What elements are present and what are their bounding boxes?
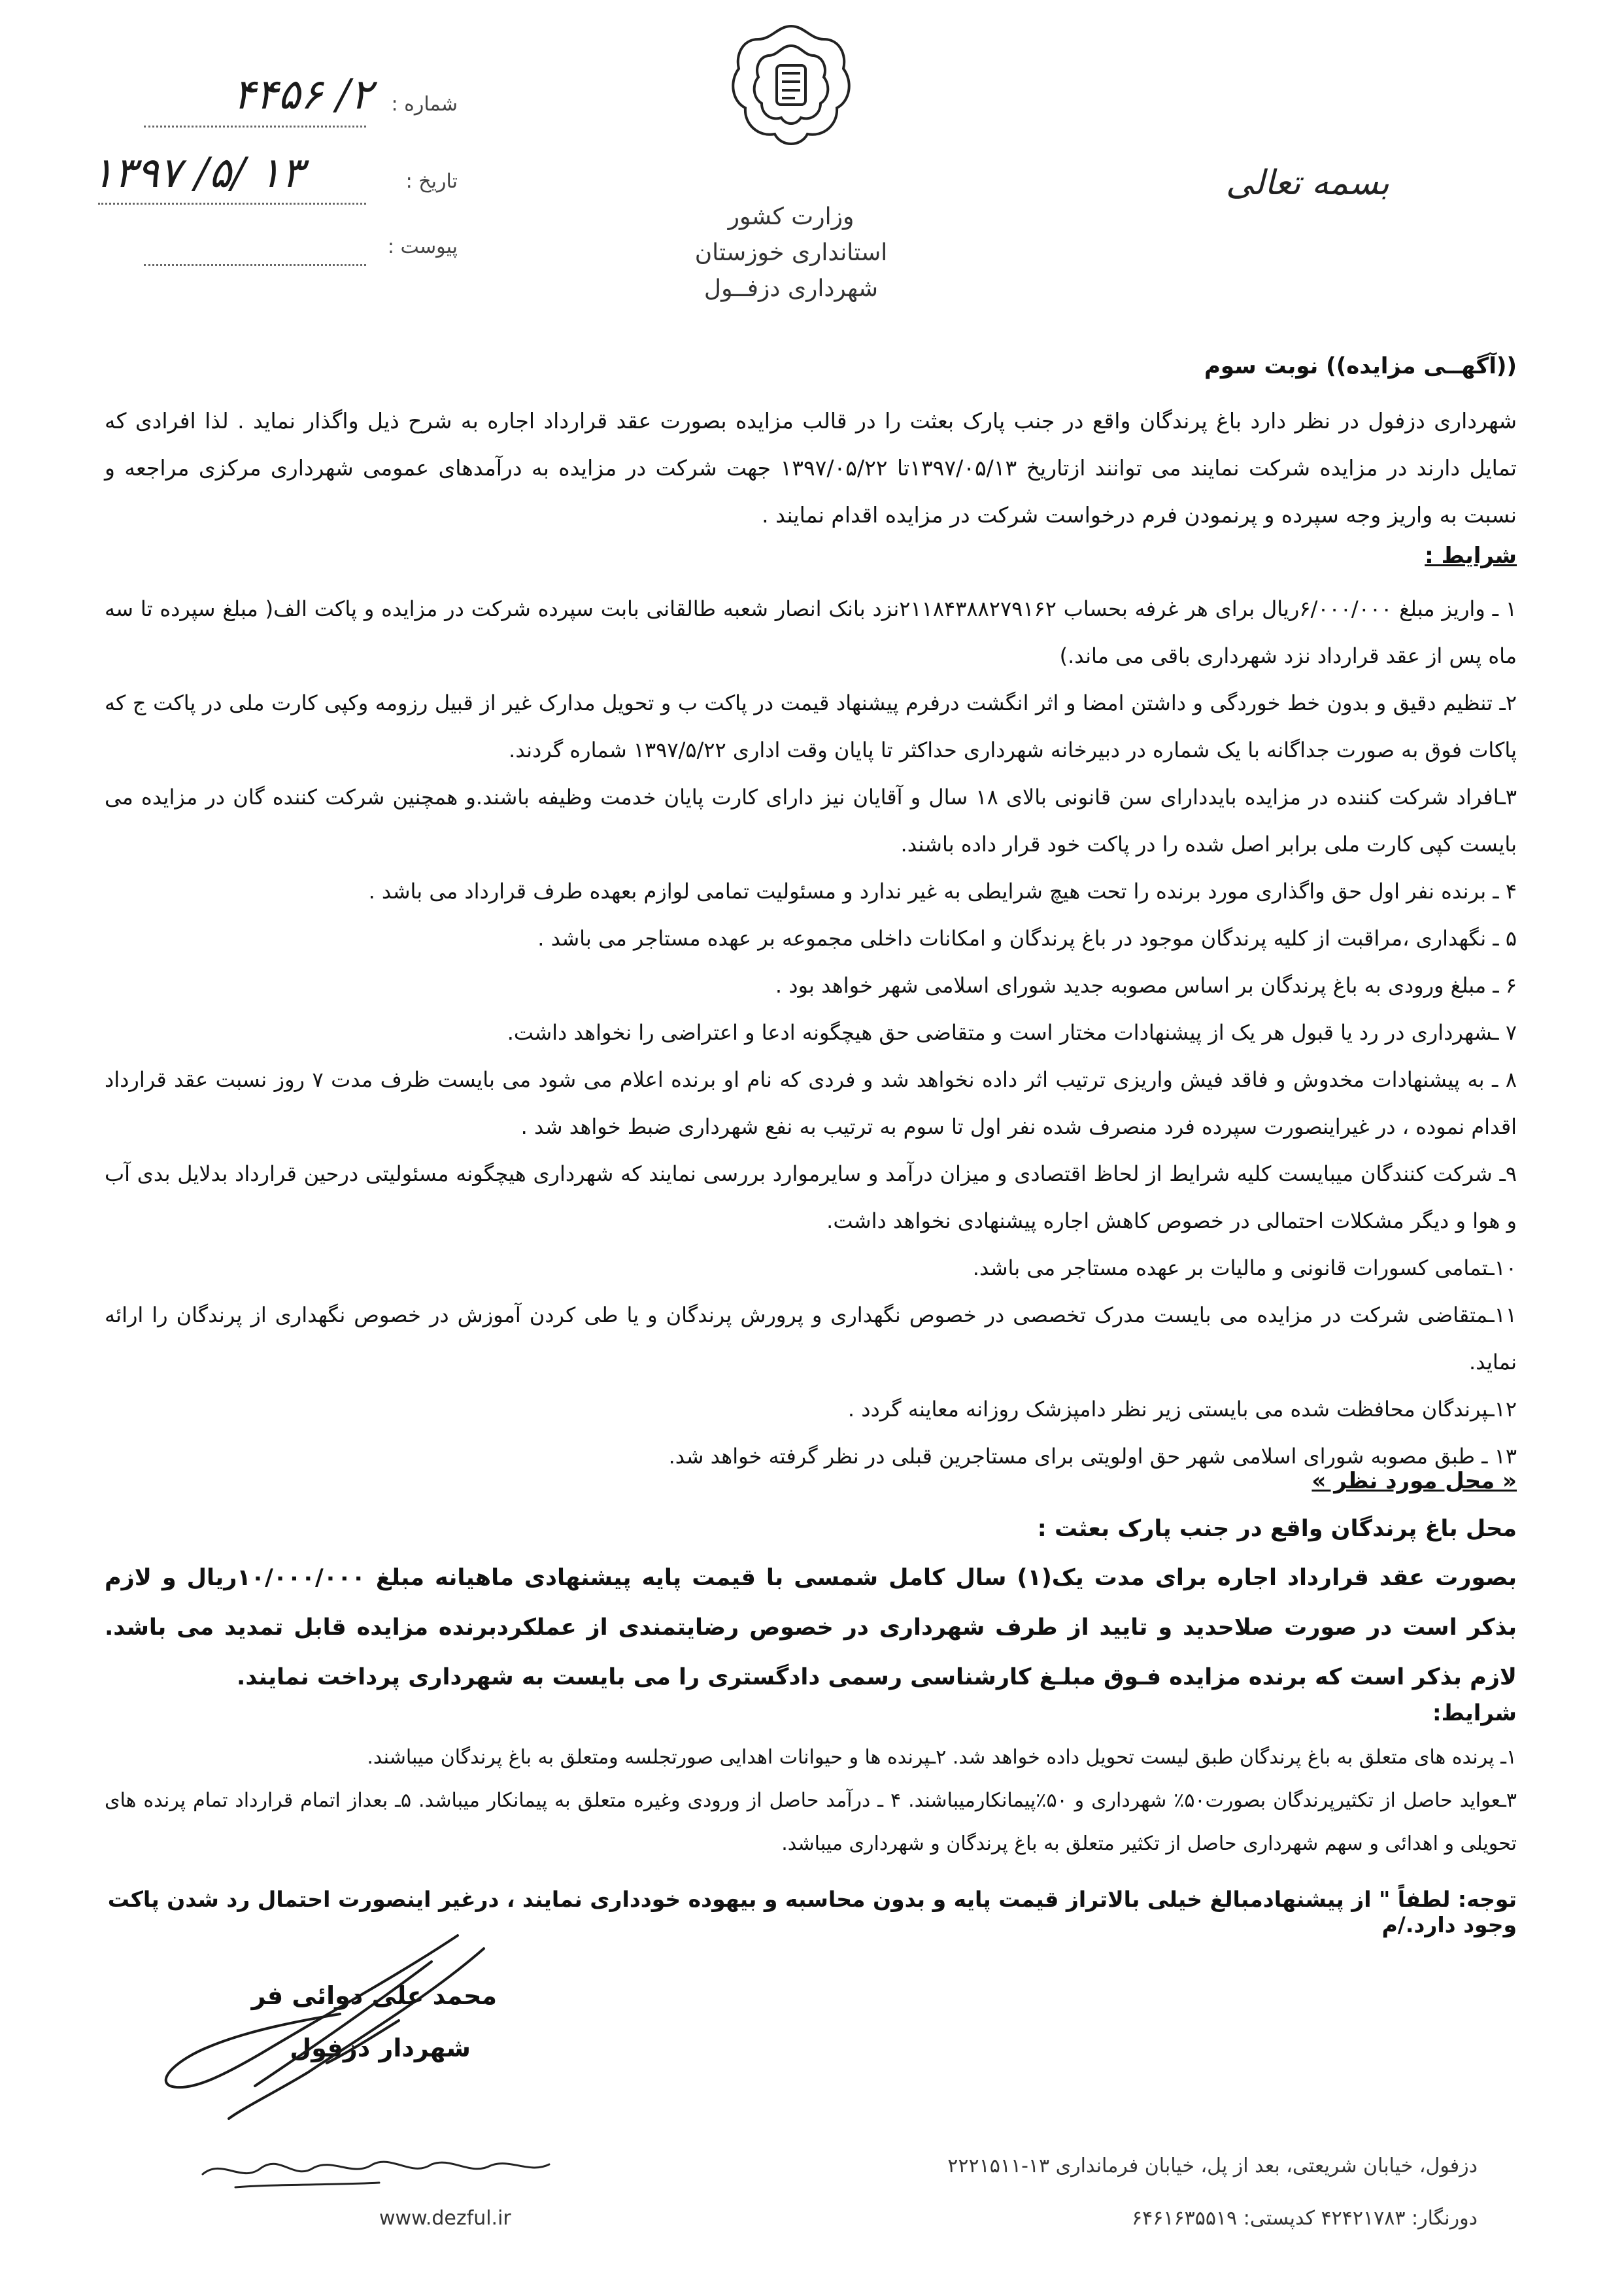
location-heading: « محل مورد نظر » (1311, 1468, 1517, 1494)
sub-conditions-list (105, 1736, 1517, 1866)
date-value: ۱۳۹۷ /۵/ ۱۳ (92, 149, 304, 197)
bismillah-heading: بسمه تعالی (1226, 163, 1389, 203)
sub-condition-item: ۱ـ پرنده های متعلق به باغ پرندگان طبق لیست تحویل داده خواهد شد. ۲ـپرنده ها و حیوانات اهدایی صورتجلسه ومتعلق به باغ پرندگان میباشند. (367, 1746, 1517, 1769)
province-line: استانداری خوزستان (694, 239, 888, 266)
footer-website-link[interactable]: www.dezful.ir (379, 2207, 511, 2230)
number-value: ۲/ ۴۴۵۶ (233, 71, 373, 119)
notice-note: توجه: لطفاً " از پیشنهادمبالغ خیلی بالاتراز قیمت پایه و بدون محاسبه و بیهوده خودداری نمایند ، درغیر اینصورت احتمال رد شدن پاکت وجود دارد./م (107, 1886, 1517, 1937)
condition-item: ۱۳ ـ طبق مصوبه شورای اسلامی شهر حق اولویتی برای مستاجرین قبلی در نظر گرفته خواهد شد. (668, 1444, 1517, 1469)
conditions-list (105, 585, 1517, 1480)
condition-item: ۵ ـ نگهداری ،مراقبت از کلیه پرندگان موجود در باغ پرندگان و امکانات داخلی مجموعه بر عهده مستاجر می باشد . (537, 926, 1517, 951)
condition-item: ۲ـ تنظیم دقیق و بدون خط خوردگی و داشتن امضا و اثر انگشت درفرم پیشنهاد قیمت در پاکت ب و تحویل مدارک غیر از قبیل رزومه وکپی کارت ملی در پاکت ج که پاکات فوق به صورت جداگانه با یک شماره در دبیرخانه شهرداری حداکثر تا پایان وقت اداری ۱۳۹۷/۵/۲۲ شماره گردند. (105, 691, 1517, 762)
condition-item: ۶ ـ مبلغ ورودی به باغ پرندگان بر اساس مصوبه جدید شورای اسلامی شهر خواهد بود . (775, 973, 1517, 998)
notice-title: ((آگهــی مزایده)) نوبت سوم (1204, 353, 1517, 379)
condition-item: ۱۱ـمتقاضی شرکت در مزایده می بایست مدرک تخصصی در خصوص نگهداری و پرورش پرندگان و یا طی کردن آموزش در خصوص نگهداری از پرندگان را ارائه نماید. (105, 1303, 1517, 1374)
handwritten-note-icon (196, 2138, 562, 2197)
conditions-heading: شرایط : (1425, 543, 1517, 569)
attachment-dots (144, 264, 366, 266)
ministry-line: وزارت کشور (728, 203, 854, 230)
condition-item: ۳ـافراد شرکت کننده در مزایده بایدداراى سن قانونى بالاى ۱۸ سال و آقایان نیز دارای کارت پایان خدمت وظیفه باشند.و همچنین شرکت کننده گان در مزایده می بایست کپی کارت ملی برابر اصل شده را در پاکت خود قرار داده باشند. (105, 785, 1517, 857)
sub-conditions-heading: شرایط: (1432, 1700, 1517, 1726)
condition-item: ۴ ـ برنده نفر اول حق واگذاری مورد برنده را تحت هیچ شرایطی به غیر ندارد و مسئولیت تمامی لوازم بعهده طرف قرارداد می باشد . (368, 879, 1517, 904)
municipality-emblem-icon (726, 20, 856, 157)
footer-address: دزفول، خیابان شریعتی، بعد از پل، خیابان فرمانداری ۱۳-۲۲۲۱۵۱۱ (947, 2155, 1478, 2177)
condition-item: ۸ ـ به پیشنهادات مخدوش و فاقد فیش واریزی ترتیب اثر داده نخواهد شد و فردی که نام او برنده اعلام می شود می بایست ظرف مدت ۷ روز نسبت عقد قرارداد اقدام نموده ، در غیراینصورت سپرده فرد منصرف شده نفر اول تا سوم به ترتیب به نفع شهرداری ضبط خواهد شد . (105, 1067, 1517, 1139)
number-dots (144, 126, 366, 128)
number-label: شماره : (391, 93, 458, 116)
location-title: محل باغ پرندگان واقع در جنب پارک بعثت : (1037, 1516, 1517, 1542)
municipality-line: شهرداری دزفــول (703, 275, 879, 302)
signatory-name: محمد علی دوائی فر (251, 1981, 497, 2010)
handwritten-signature-icon (92, 1922, 497, 2132)
date-label: تاریخ : (405, 170, 458, 193)
signatory-title: شهردار دزفول (290, 2034, 471, 2062)
attachment-label: پیوست : (387, 235, 458, 258)
date-dots (98, 203, 366, 205)
condition-item: ۹ـ شرکت کنندگان میبایست کلیه شرایط از لحاظ اقتصادی و میزان درآمد و سایرموارد بررسی نمایند که شهرداری هیچگونه مسئولیتی درحین قرارداد بدلایل بدی آب و هوا و دیگر مشکلات احتمالی در خصوص کاهش اجاره پیشنهادی نخواهد داشت. (105, 1161, 1517, 1233)
condition-item: ۱ ـ واریز مبلغ ۶/۰۰۰/۰۰۰ریال برای هر غرفه بحساب ۲۱۱۸۴۳۸۸۲۷۹۱۶۲نزد بانک انصار شعبه طالقانی بابت سپرده شرکت در مزایده و پاکت الف( مبلغ سپرده تا سه ماه پس از عقد قرارداد نزد شهرداری باقی می ماند.) (105, 596, 1517, 668)
footer-contact: دورنگار: ۴۲۴۲۱۷۸۳ کدپستی: ۶۴۶۱۶۳۵۵۱۹ (1132, 2207, 1478, 2230)
notice-intro: شهرداری دزفول در نظر دارد باغ پرندگان واقع در جنب پارک بعثت را در قالب مزایده بصورت عقد قرارداد اجاره به شرح ذیل واگذار نماید . لذا افرادی که تمایل دارند در مزایده شرکت نمایند می توانند ازتاریخ ۱۳۹۷/۰۵/۱۳تا ۱۳۹۷/۰۵/۲۲ جهت شرکت در مزایده به درآمدهای عمومی شهرداری مرکزی مراجعه و نسبت به واریز وجه سپرده و پرنمودن فرم درخواست شرکت در مزایده اقدام نمایند . (105, 408, 1517, 528)
sub-condition-item: ۳ـعواید حاصل از تکثیرپرندگان بصورت۵۰٪ شهرداری و ۵۰٪پیمانکارمیباشند. ۴ ـ درآمد حاصل از ورودی وغیره متعلق به پیمانکار میباشد. ۵ـ بعداز اتمام قرارداد تمام پرنده های تحویلی و اهدائی و سهم شهرداری حاصل از تکثیر متعلق به باغ پرندگان و شهرداری میباشد. (105, 1789, 1517, 1855)
condition-item: ۷ ـشهرداری در رد یا قبول هر یک از پیشنهادات مختار است و متقاضی حق هیچگونه ادعا و اعتراضی را نخواهد داشت. (507, 1020, 1517, 1045)
condition-item: ۱۰ـتمامی کسورات قانونی و مالیات بر عهده مستاجر می باشد. (972, 1255, 1517, 1280)
condition-item: ۱۲ـپرندگان محافظت شده می بایستی زیر نظر دامپزشک روزانه معاینه گردد . (847, 1397, 1517, 1422)
location-text: بصورت عقد قرارداد اجاره برای مدت یک(۱) سال کامل شمسی با قیمت پایه پیشنهادی ماهیانه مبلغ ۱۰/۰۰۰/۰۰۰ریال و لازم بذکر است در صورت صلاحدید و تایید از طرف شهرداری در خصوص رضایتمندی از عملکردبرنده مزایده قابل تمدید می باشد. لازم بذکر است که برنده مزایده فـوق مبلـغ کارشناسی رسمی دادگستری را می بایست به شهرداری پرداخت نمایند. (105, 1565, 1517, 1690)
